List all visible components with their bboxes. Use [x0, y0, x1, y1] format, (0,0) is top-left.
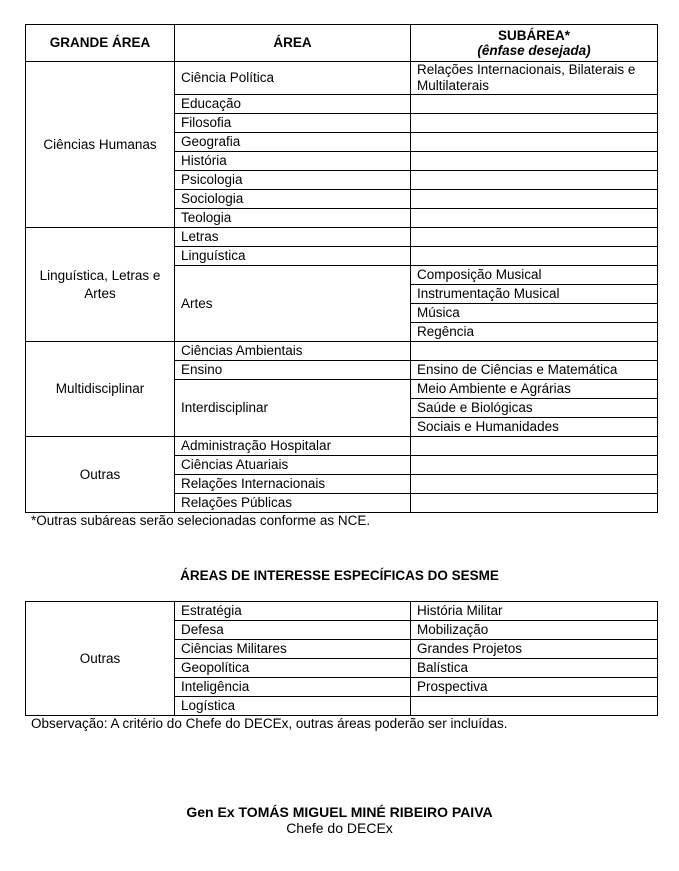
- area-cell: Sociologia: [175, 190, 411, 209]
- area-cell: Ciências Atuariais: [175, 456, 411, 475]
- table-row: [26, 62, 658, 95]
- subarea-cell: [411, 114, 658, 133]
- subarea-cell: [411, 475, 658, 494]
- subarea-cell: Ensino de Ciências e Matemática: [411, 361, 658, 380]
- area-cell: Ciência Política: [175, 62, 411, 95]
- subarea-cell: [411, 228, 658, 247]
- sesme-area-cell: Defesa: [175, 621, 411, 640]
- signature-block: [0, 804, 679, 836]
- sesme-area-cell: Ciências Militares: [175, 640, 411, 659]
- group-linguistica-letras-artes: Linguística, Letras e Artes: [26, 228, 175, 342]
- subarea-cell: Meio Ambiente e Agrárias: [411, 380, 658, 399]
- subarea-cell: Composição Musical: [411, 266, 658, 285]
- header-grande-area: GRANDE ÁREA: [26, 25, 175, 62]
- area-cell: Geografia: [175, 133, 411, 152]
- table-row: [26, 228, 658, 247]
- group-outras: Outras: [26, 437, 175, 513]
- sesme-area-cell: Inteligência: [175, 678, 411, 697]
- table-header-row: [26, 25, 658, 62]
- sesme-area-cell: Mobilização: [411, 621, 658, 640]
- sesme-area-cell: História Militar: [411, 602, 658, 621]
- subarea-cell: [411, 133, 658, 152]
- sesme-area-cell: Geopolítica: [175, 659, 411, 678]
- table-row: [26, 437, 658, 456]
- sesme-area-cell: Estratégia: [175, 602, 411, 621]
- subarea-cell: Saúde e Biológicas: [411, 399, 658, 418]
- signature-name: Gen Ex TOMÁS MIGUEL MINÉ RIBEIRO PAIVA: [186, 804, 493, 820]
- header-subarea-title: SUBÁREA*: [497, 28, 570, 43]
- sesme-area-cell: Balística: [411, 659, 658, 678]
- area-cell: Ensino: [175, 361, 411, 380]
- area-cell: Ciências Ambientais: [175, 342, 411, 361]
- sesme-area-cell: Logística: [175, 697, 411, 716]
- areas-table: [25, 24, 658, 513]
- area-cell: Relações Públicas: [175, 494, 411, 513]
- area-cell: Psicologia: [175, 171, 411, 190]
- group-ciencias-humanas: Ciências Humanas: [26, 62, 175, 228]
- subarea-cell: Instrumentação Musical: [411, 285, 658, 304]
- area-cell: Linguística: [175, 247, 411, 266]
- header-area: ÁREA: [175, 25, 411, 62]
- area-cell: Relações Internacionais: [175, 475, 411, 494]
- area-cell: Administração Hospitalar: [175, 437, 411, 456]
- area-cell: Artes: [175, 266, 411, 342]
- subarea-cell: [411, 152, 658, 171]
- subarea-cell: [411, 62, 658, 95]
- header-subarea: [411, 25, 658, 62]
- sesme-area-cell: Grandes Projetos: [411, 640, 658, 659]
- subarea-cell: [411, 456, 658, 475]
- subarea-cell: Música: [411, 304, 658, 323]
- subarea-cell: [411, 190, 658, 209]
- observation-note: Observação: A critério do Chefe do DECEx, outras áreas poderão ser incluídas.: [31, 716, 508, 731]
- area-cell: História: [175, 152, 411, 171]
- subarea-cell: [411, 437, 658, 456]
- area-cell: Teologia: [175, 209, 411, 228]
- subarea-cell: [411, 209, 658, 228]
- subarea-cell: Regência: [411, 323, 658, 342]
- subarea-cell: [411, 171, 658, 190]
- subarea-cell: Sociais e Humanidades: [411, 418, 658, 437]
- sesme-area-cell: Prospectiva: [411, 678, 658, 697]
- area-cell: Letras: [175, 228, 411, 247]
- sesme-area-cell: [411, 697, 658, 716]
- subarea-cell: [411, 342, 658, 361]
- table-row: [26, 602, 658, 621]
- subarea-cell: [411, 247, 658, 266]
- subarea-cell: [411, 95, 658, 114]
- subarea-text: Relações Internacionais, Bilaterais e Multilaterais: [417, 62, 636, 93]
- subarea-footnote: *Outras subáreas serão selecionadas conforme as NCE.: [31, 513, 371, 528]
- area-cell: Educação: [175, 95, 411, 114]
- area-cell: Interdisciplinar: [175, 380, 411, 437]
- section-title: ÁREAS DE INTERESSE ESPECÍFICAS DO SESME: [180, 568, 499, 583]
- group-outras-sesme: Outras: [26, 602, 175, 716]
- signature-title: Chefe do DECEx: [286, 820, 393, 836]
- header-subarea-emphasis: (ênfase desejada): [477, 43, 591, 58]
- sesme-table: [25, 601, 658, 716]
- table-row: [26, 342, 658, 361]
- area-cell: Filosofia: [175, 114, 411, 133]
- subarea-cell: [411, 494, 658, 513]
- group-multidisciplinar: Multidisciplinar: [26, 342, 175, 437]
